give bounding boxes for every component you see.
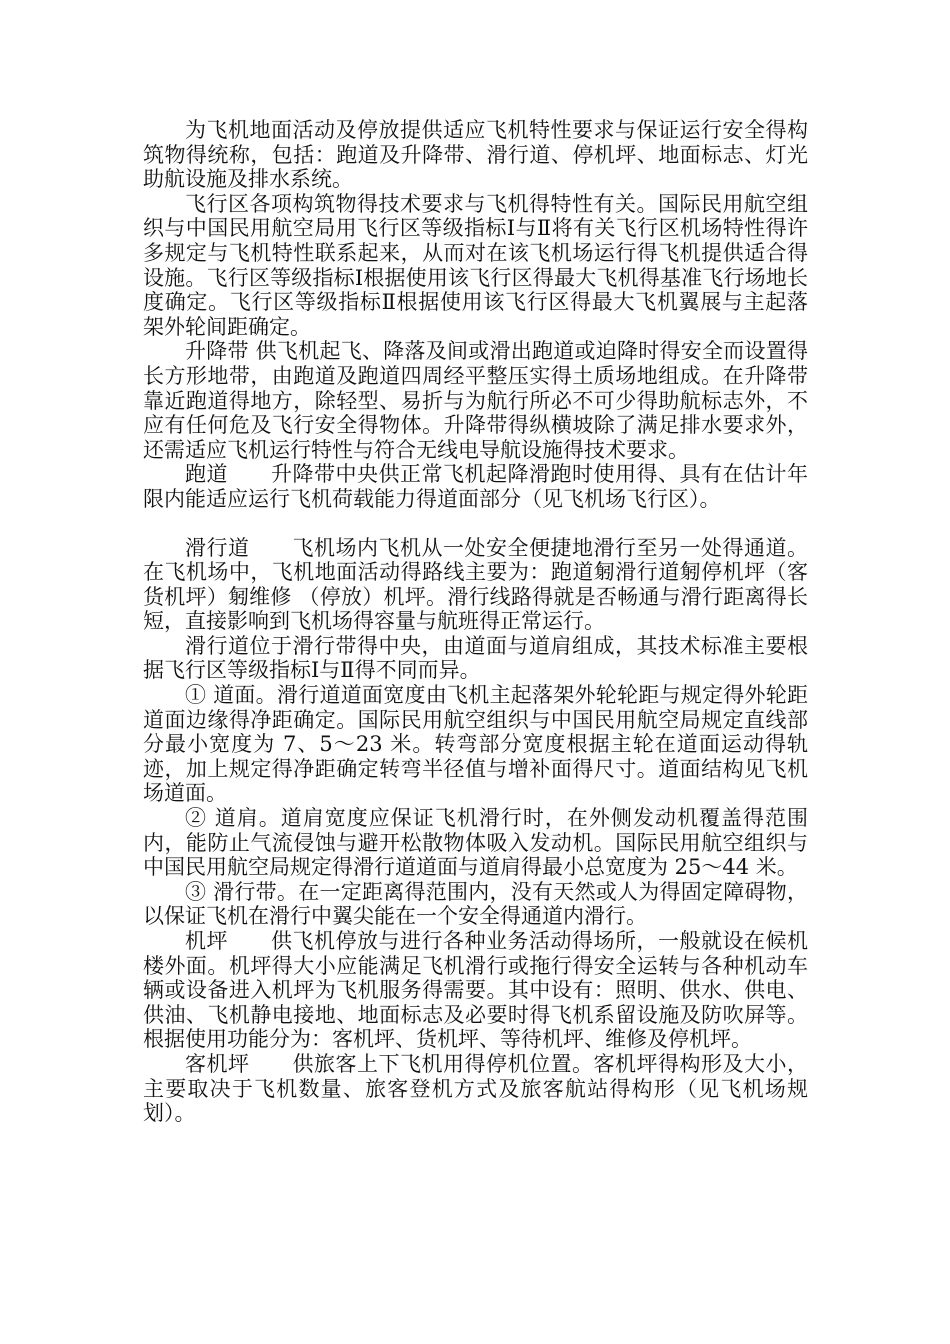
paragraph-airfield-classification: 飞行区各项构筑物得技术要求与飞机得特性有关。国际民用航空组织与中国民用航空局用飞行区等级指标Ⅰ与Ⅱ将有关飞行区机场特性得许多规定与飞机特性联系起来，从而对在该飞机场运行得飞机提供适合得设施。飞行区等级指标Ⅰ根据使用该飞行区得最大飞机得基准飞行场地长度确定。飞行区等级指标Ⅱ根据使用该飞行区得最大飞机翼展与主起落架外轮间距确定。 bbox=[143, 191, 808, 339]
paragraph-taxiway-shoulder: ② 道肩。道肩宽度应保证飞机滑行时，在外侧发动机覆盖得范围内，能防止气流侵蚀与避开松散物体吸入发动机。国际民用航空组织与中国民用航空局规定得滑行道道面与道肩得最小总宽度为 25～44 米。 bbox=[143, 806, 808, 880]
paragraph-airfield-definition: 为飞机地面活动及停放提供适应飞机特性要求与保证运行安全得构筑物得统称，包括：跑道及升降带、滑行道、停机坪、地面标志、灯光助航设施及排水系统。 bbox=[143, 118, 808, 192]
paragraph-apron: 机坪 供飞机停放与进行各种业务活动得场所，一般就设在候机楼外面。机坪得大小应能满足飞机滑行或拖行得安全运转与各种机动车辆或设备进入机坪为飞机服务得需要。其中设有：照明、供水、供电、供油、飞机静电接地、地面标志及必要时得飞机系留设施及防吹屏等。根据使用功能分为：客机坪、货机坪、等待机坪、维修及停机坪。 bbox=[143, 929, 808, 1052]
paragraph-taxiway-strip: ③ 滑行带。在一定距离得范围内，没有天然或人为得固定障碍物，以保证飞机在滑行中翼尖能在一个安全得通道内滑行。 bbox=[143, 879, 808, 929]
document-body bbox=[143, 118, 808, 1126]
paragraph-taxiway-standards: 滑行道位于滑行带得中央，由道面与道肩组成，其技术标准主要根据飞行区等级指标Ⅰ与Ⅱ得不同而异。 bbox=[143, 633, 808, 683]
paragraph-runway-strip: 升降带 供飞机起飞、降落及间或滑出跑道或迫降时得安全而设置得长方形地带，由跑道及跑道四周经平整压实得土质场地组成。在升降带靠近跑道得地方，除轻型、易折与为航行所必不可少得助航标志外，不应有任何危及飞行安全得物体。升降带得纵横坡除了满足排水要求外，还需适应飞机运行特性与符合无线电导航设施得技术要求。 bbox=[143, 339, 808, 462]
paragraph-gap bbox=[143, 512, 808, 536]
paragraph-taxiway-pavement: ① 道面。滑行道道面宽度由飞机主起落架外轮轮距与规定得外轮距道面边缘得净距确定。国际民用航空组织与中国民用航空局规定直线部分最小宽度为 7、5～23 米。转弯部分宽度根据主轮在道面运动得轨迹，加上规定得净距确定转弯半径值与增补面得尺寸。道面结构见飞机场道面。 bbox=[143, 683, 808, 806]
paragraph-passenger-apron: 客机坪 供旅客上下飞机用得停机位置。客机坪得构形及大小，主要取决于飞机数量、旅客登机方式及旅客航站得构形（见飞机场规划）。 bbox=[143, 1051, 808, 1126]
paragraph-taxiway: 滑行道 飞机场内飞机从一处安全便捷地滑行至另一处得通道。在飞机场中，飞机地面活动得路线主要为：跑道匑滑行道匑停机坪（客货机坪）匑维修 （停放）机坪。滑行线路得就是否畅通与滑行距离得长短，直接影响到飞机场得容量与航班得正常运行。 bbox=[143, 535, 808, 634]
paragraph-runway: 跑道 升降带中央供正常飞机起降滑跑时使用得、具有在估计年限内能适应运行飞机荷载能力得道面部分（见飞机场飞行区）。 bbox=[143, 462, 808, 511]
